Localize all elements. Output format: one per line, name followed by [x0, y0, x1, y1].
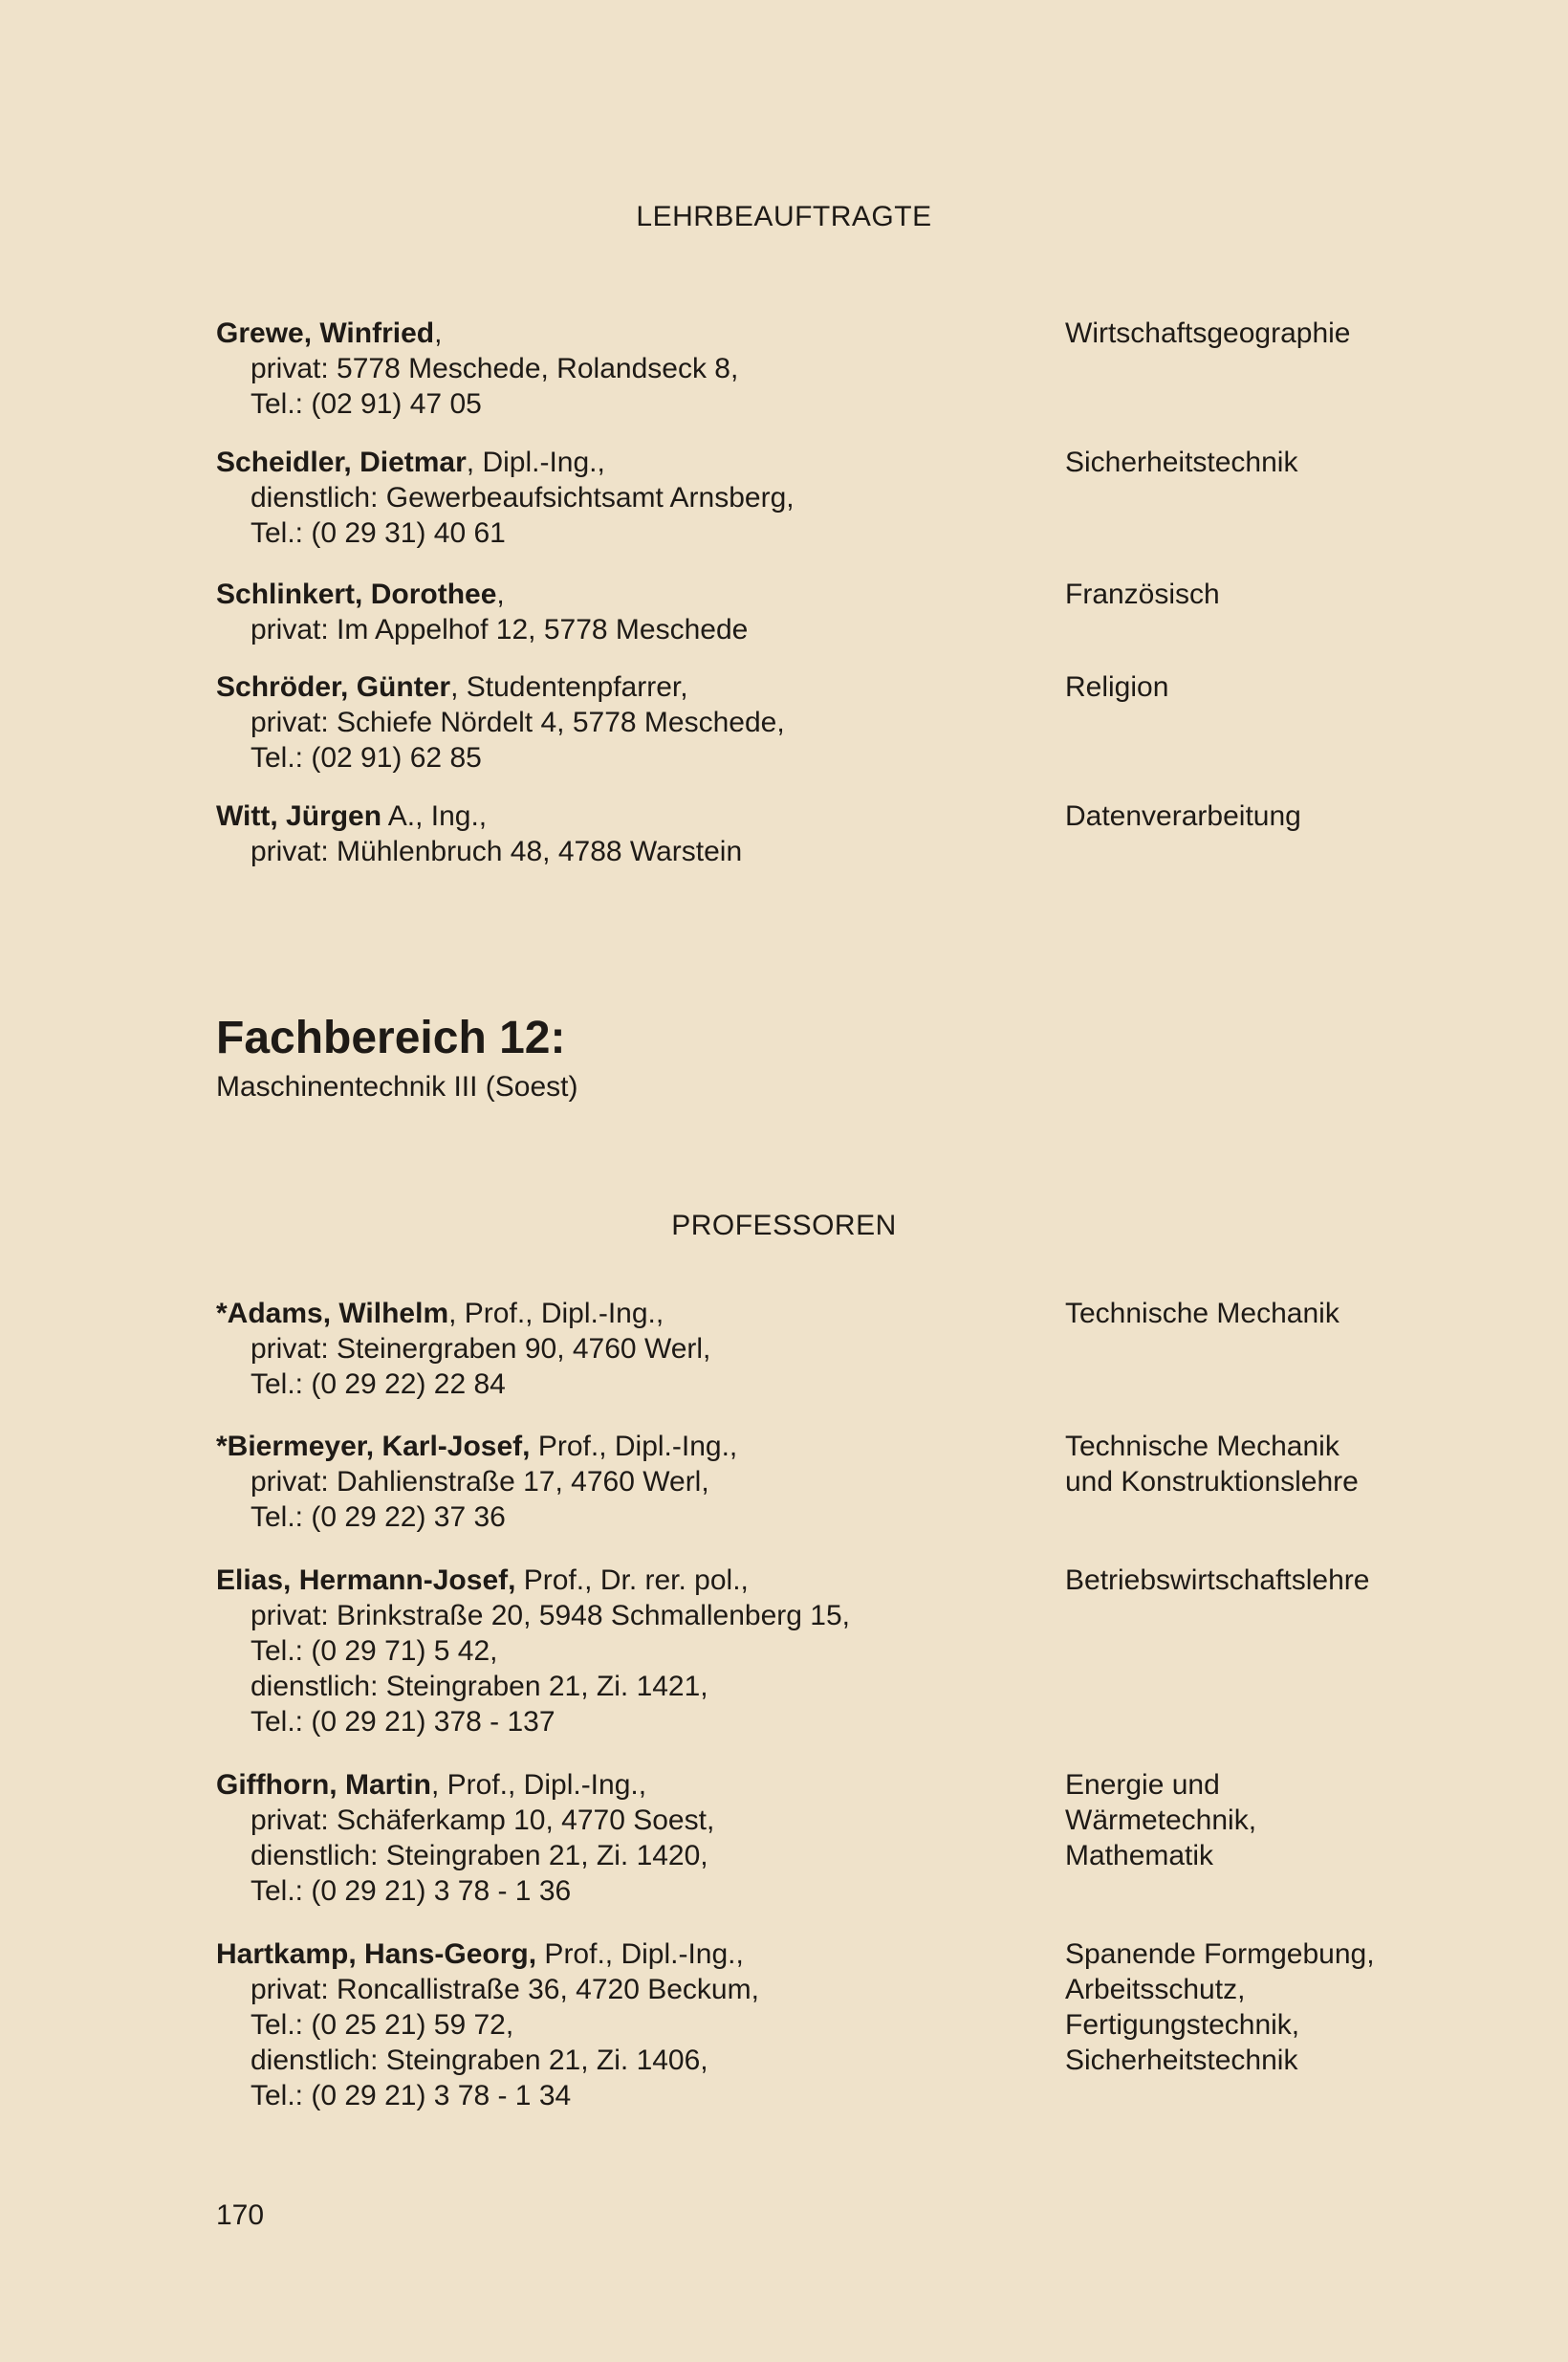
entry-name-line — [216, 1563, 1038, 1598]
person-name: Schlinkert, Dorothee — [216, 579, 497, 610]
list-entry — [216, 1563, 1038, 1739]
subject-line: Religion — [1065, 671, 1169, 703]
subject-area — [1065, 445, 1543, 480]
person-name: Giffhorn, Martin — [216, 1769, 431, 1801]
subject-area — [1065, 1429, 1543, 1499]
subject-area — [1065, 316, 1543, 351]
contact-line: Tel.: (0 29 22) 22 84 — [250, 1368, 506, 1400]
subject-line: Mathematik — [1065, 1840, 1214, 1871]
subject-line: Energie und — [1065, 1769, 1220, 1801]
contact-line: privat: Im Appelhof 12, 5778 Meschede — [250, 614, 749, 645]
subject-line: und Konstruktionslehre — [1065, 1466, 1359, 1498]
list-entry — [216, 316, 1038, 422]
subject-line: Wirtschaftsgeographie — [1065, 317, 1351, 349]
entry-name-line — [216, 1936, 1038, 1972]
subject-area — [1065, 1767, 1543, 1873]
title-suffix: , Studentenpfarrer, — [450, 671, 688, 703]
title-suffix: , — [496, 579, 505, 610]
page-number: 170 — [216, 2199, 265, 2231]
contact-line: Tel.: (0 29 22) 37 36 — [250, 1501, 506, 1533]
entry-name-line — [216, 577, 1038, 612]
contact-line: Tel.: (0 29 21) 3 78 - 1 36 — [250, 1875, 572, 1907]
lehrbeauftragte-heading: LEHRBEAUFTRAGTE — [636, 201, 932, 232]
subject-line: Spanende Formgebung, — [1065, 1938, 1375, 1970]
contact-line: Tel.: (0 29 21) 3 78 - 1 34 — [250, 2080, 572, 2111]
list-entry — [216, 1767, 1038, 1909]
title-suffix: Prof., Dipl.-Ing., — [530, 1431, 738, 1462]
contact-line: privat: Mühlenbruch 48, 4788 Warstein — [250, 836, 743, 867]
subject-line: Wärmetechnik, — [1065, 1804, 1257, 1836]
contact-line: dienstlich: Steingraben 21, Zi. 1420, — [250, 1840, 708, 1871]
subject-line: Sicherheitstechnik — [1065, 447, 1298, 478]
contact-line: Tel.: (02 91) 47 05 — [250, 388, 482, 420]
subject-line: Technische Mechanik — [1065, 1431, 1339, 1462]
contact-line: privat: Schäferkamp 10, 4770 Soest, — [250, 1804, 715, 1836]
person-name: Elias, Hermann-Josef, — [216, 1564, 516, 1596]
subject-line: Betriebswirtschaftslehre — [1065, 1564, 1370, 1596]
entry-name-line — [216, 798, 1038, 834]
fachbereich-title: Fachbereich 12: — [216, 1013, 566, 1063]
entry-name-line — [216, 669, 1038, 705]
title-suffix: , Dipl.-Ing., — [466, 447, 605, 478]
subject-area — [1065, 1563, 1543, 1598]
title-suffix: Prof., Dipl.-Ing., — [536, 1938, 744, 1970]
list-entry — [216, 1429, 1038, 1535]
list-entry — [216, 669, 1038, 776]
list-entry — [216, 577, 1038, 647]
subject-area — [1065, 669, 1543, 705]
contact-line: privat: Schiefe Nördelt 4, 5778 Meschede, — [250, 707, 785, 738]
entry-name-line — [216, 1767, 1038, 1803]
title-suffix: , — [434, 317, 443, 349]
contact-line: privat: Steinergraben 90, 4760 Werl, — [250, 1333, 711, 1365]
contact-line: dienstlich: Steingraben 21, Zi. 1406, — [250, 2045, 708, 2076]
subject-line: Technische Mechanik — [1065, 1298, 1339, 1329]
subject-line: Fertigungstechnik, — [1065, 2009, 1300, 2041]
subject-line: Französisch — [1065, 579, 1220, 610]
list-entry — [216, 1296, 1038, 1402]
contact-line: Tel.: (0 29 71) 5 42, — [250, 1635, 498, 1667]
subject-area — [1065, 1296, 1543, 1331]
title-suffix: , Prof., Dipl.-Ing., — [448, 1298, 664, 1329]
subject-line: Datenverarbeitung — [1065, 800, 1301, 832]
person-name: *Adams, Wilhelm — [216, 1298, 449, 1329]
list-entry — [216, 445, 1038, 551]
person-name: Schröder, Günter — [216, 671, 451, 703]
subject-line: Sicherheitstechnik — [1065, 2045, 1298, 2076]
person-name: Witt, Jürgen — [216, 800, 382, 832]
list-entry — [216, 1936, 1038, 2113]
contact-line: Tel.: (02 91) 62 85 — [250, 742, 482, 774]
person-name: *Biermeyer, Karl-Josef, — [216, 1431, 531, 1462]
person-name: Scheidler, Dietmar — [216, 447, 467, 478]
title-suffix: , Prof., Dipl.-Ing., — [430, 1769, 647, 1801]
title-suffix: Prof., Dr. rer. pol., — [515, 1564, 749, 1596]
contact-line: Tel.: (0 25 21) 59 72, — [250, 2009, 514, 2041]
contact-line: dienstlich: Gewerbeaufsichtsamt Arnsberg, — [250, 482, 795, 514]
fachbereich-subtitle: Maschinentechnik III (Soest) — [216, 1071, 578, 1103]
contact-line: dienstlich: Steingraben 21, Zi. 1421, — [250, 1671, 708, 1702]
title-suffix: A., Ing., — [381, 800, 488, 832]
subject-line: Arbeitsschutz, — [1065, 1974, 1246, 2005]
contact-line: privat: Dahlienstraße 17, 4760 Werl, — [250, 1466, 709, 1498]
subject-area — [1065, 798, 1543, 834]
entry-name-line — [216, 445, 1038, 480]
entry-name-line — [216, 1296, 1038, 1331]
contact-line: privat: Brinkstraße 20, 5948 Schmallenberg 15, — [250, 1600, 850, 1631]
subject-area — [1065, 577, 1543, 612]
entry-name-line — [216, 316, 1038, 351]
professoren-heading: PROFESSOREN — [671, 1210, 897, 1241]
contact-line: privat: 5778 Meschede, Rolandseck 8, — [250, 353, 739, 384]
contact-line: Tel.: (0 29 21) 378 - 137 — [250, 1706, 555, 1738]
entry-name-line — [216, 1429, 1038, 1464]
person-name: Grewe, Winfried — [216, 317, 435, 349]
contact-line: privat: Roncallistraße 36, 4720 Beckum, — [250, 1974, 759, 2005]
contact-line: Tel.: (0 29 31) 40 61 — [250, 517, 506, 549]
list-entry — [216, 798, 1038, 869]
person-name: Hartkamp, Hans-Georg, — [216, 1938, 537, 1970]
subject-area — [1065, 1936, 1543, 2078]
